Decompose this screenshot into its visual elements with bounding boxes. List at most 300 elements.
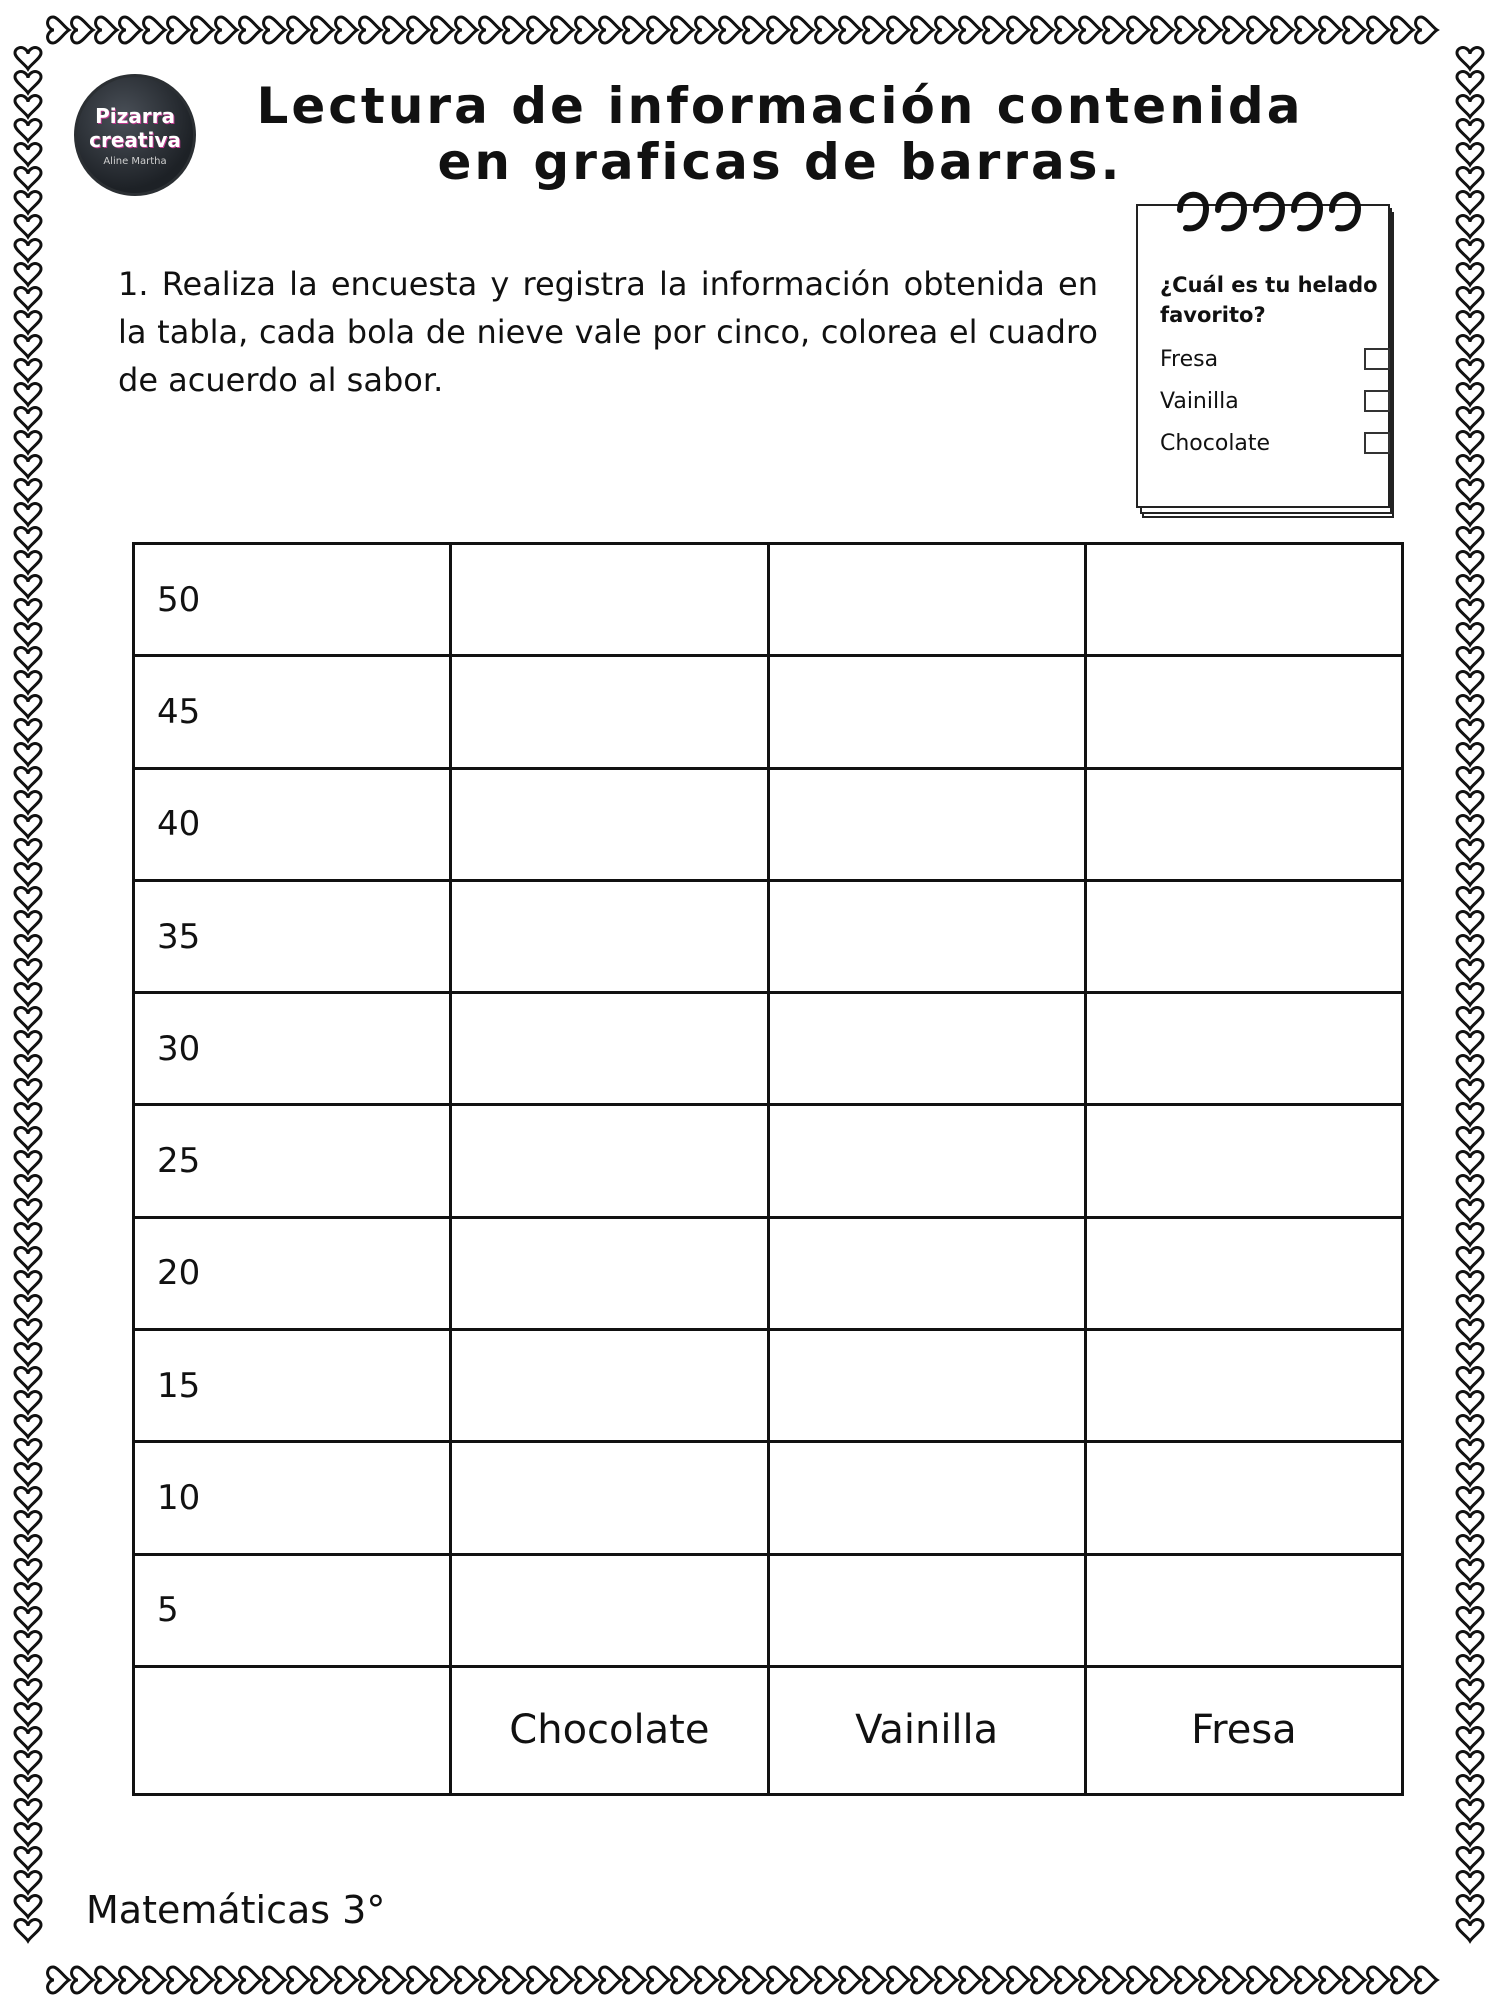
heart-icon xyxy=(1457,96,1483,117)
heart-icon xyxy=(1457,1104,1483,1125)
graph-cell[interactable] xyxy=(1085,1330,1402,1442)
heart-icon xyxy=(1320,1967,1341,1993)
heart-icon xyxy=(1457,912,1483,933)
heart-icon xyxy=(15,240,41,261)
heart-icon xyxy=(240,1967,261,1993)
heart-icon xyxy=(864,1967,885,1993)
table-row xyxy=(134,1442,1403,1554)
heart-icon xyxy=(15,408,41,429)
heart-icon xyxy=(15,432,41,453)
heart-icon xyxy=(840,17,861,43)
graph-cell[interactable] xyxy=(1085,1554,1402,1666)
heart-icon xyxy=(312,17,333,43)
heart-icon xyxy=(984,1967,1005,1993)
heart-icon xyxy=(1457,312,1483,333)
heart-icon xyxy=(1457,1392,1483,1413)
heart-icon xyxy=(888,1967,909,1993)
graph-cell[interactable] xyxy=(451,1554,768,1666)
heart-icon xyxy=(15,1296,41,1317)
heart-icon xyxy=(552,1967,573,1993)
y-value-label: 25 xyxy=(134,1105,451,1217)
heart-icon xyxy=(15,288,41,309)
graph-cell[interactable] xyxy=(768,656,1085,768)
heart-icon xyxy=(1457,336,1483,357)
survey-option-label: Fresa xyxy=(1160,346,1219,372)
heart-icon xyxy=(624,17,645,43)
heart-icon xyxy=(1457,1080,1483,1101)
heart-icon xyxy=(1457,48,1483,69)
heart-icon xyxy=(1457,1368,1483,1389)
heart-icon xyxy=(1457,432,1483,453)
heart-icon xyxy=(15,984,41,1005)
graph-cell[interactable] xyxy=(451,544,768,656)
heart-icon xyxy=(1176,1967,1197,1993)
y-value-label: 35 xyxy=(134,880,451,992)
heart-icon xyxy=(1032,1967,1053,1993)
checkbox-vainilla[interactable] xyxy=(1364,390,1390,412)
y-value-label: 20 xyxy=(134,1217,451,1329)
graph-cell[interactable] xyxy=(451,768,768,880)
heart-icon xyxy=(768,1967,789,1993)
heart-icon xyxy=(15,1104,41,1125)
heart-icon xyxy=(15,1512,41,1533)
heart-icon xyxy=(1457,1560,1483,1581)
heart-icon xyxy=(15,528,41,549)
heart-icon xyxy=(15,1008,41,1029)
graph-cell[interactable] xyxy=(768,993,1085,1105)
title-line2: en graficas de barras. xyxy=(437,133,1123,191)
heart-icon xyxy=(15,1416,41,1437)
page-title xyxy=(220,78,1340,190)
heart-icon xyxy=(216,1967,237,1993)
y-value-label: 45 xyxy=(134,656,451,768)
heart-icon xyxy=(1128,1967,1149,1993)
heart-icon xyxy=(1416,17,1437,43)
heart-icon xyxy=(1457,360,1483,381)
heart-icon xyxy=(1457,1536,1483,1557)
table-row xyxy=(134,544,1403,656)
heart-icon xyxy=(1104,17,1125,43)
pizarra-creativa-logo xyxy=(74,74,196,196)
heart-icon xyxy=(168,17,189,43)
heart-icon xyxy=(72,17,93,43)
heart-icon xyxy=(15,1752,41,1773)
heart-icon xyxy=(624,1967,645,1993)
heart-icon xyxy=(96,1967,117,1993)
heart-icon xyxy=(15,672,41,693)
heart-icon xyxy=(1344,1967,1365,1993)
heart-icon xyxy=(1457,1248,1483,1269)
heart-icon xyxy=(15,1392,41,1413)
heart-icon xyxy=(912,1967,933,1993)
heart-icon xyxy=(528,1967,549,1993)
y-value-label: 10 xyxy=(134,1442,451,1554)
heart-icon xyxy=(768,17,789,43)
heart-icon xyxy=(1457,864,1483,885)
graph-cell[interactable] xyxy=(768,1330,1085,1442)
heart-icon xyxy=(504,1967,525,1993)
survey-option-label: Vainilla xyxy=(1160,388,1239,414)
instructions-text: 1. Realiza la encuesta y registra la información obtenida en la tabla, cada bola de nieve vale por cinco, colorea el cuadro de acuerdo al sabor. xyxy=(118,265,1098,399)
heart-icon xyxy=(1457,192,1483,213)
heart-icon xyxy=(15,1728,41,1749)
heart-icon xyxy=(15,456,41,477)
heart-icon xyxy=(792,1967,813,1993)
heart-icon xyxy=(15,1440,41,1461)
survey-notepad xyxy=(1136,178,1406,518)
y-value-label: 50 xyxy=(134,544,451,656)
heart-icon xyxy=(1457,1584,1483,1605)
graph-cell[interactable] xyxy=(768,544,1085,656)
graph-cell[interactable] xyxy=(768,880,1085,992)
heart-icon xyxy=(720,17,741,43)
heart-icon xyxy=(15,72,41,93)
heart-icon xyxy=(1056,17,1077,43)
heart-icon xyxy=(576,1967,597,1993)
heart-icon xyxy=(1457,744,1483,765)
heart-icon xyxy=(264,1967,285,1993)
graph-cell[interactable] xyxy=(768,768,1085,880)
heart-icon xyxy=(672,17,693,43)
heart-icon xyxy=(576,17,597,43)
heart-icon xyxy=(15,216,41,237)
heart-icon xyxy=(984,17,1005,43)
survey-option-label: Chocolate xyxy=(1160,430,1271,456)
heart-icon xyxy=(1457,120,1483,141)
heart-icon xyxy=(864,17,885,43)
survey-content xyxy=(1160,270,1390,464)
category-label: Vainilla xyxy=(768,1666,1085,1794)
table-row xyxy=(134,993,1403,1105)
heart-icon xyxy=(1457,264,1483,285)
heart-icon xyxy=(15,1488,41,1509)
heart-icon xyxy=(1457,624,1483,645)
heart-icon xyxy=(432,1967,453,1993)
heart-icon xyxy=(1080,17,1101,43)
heart-icon xyxy=(480,17,501,43)
heart-icon xyxy=(1457,552,1483,573)
heart-icon xyxy=(336,1967,357,1993)
heart-icon xyxy=(1457,456,1483,477)
graph-cell[interactable] xyxy=(768,1217,1085,1329)
heart-icon xyxy=(15,1032,41,1053)
heart-icon xyxy=(1457,672,1483,693)
heart-icon xyxy=(1457,1752,1483,1773)
heart-icon xyxy=(1200,1967,1221,1993)
heart-icon xyxy=(1457,888,1483,909)
heart-icon xyxy=(432,17,453,43)
heart-icon xyxy=(408,1967,429,1993)
heart-icon xyxy=(1457,768,1483,789)
y-value-label: 40 xyxy=(134,768,451,880)
heart-icon xyxy=(15,1080,41,1101)
heart-icon xyxy=(48,1967,69,1993)
heart-icon xyxy=(288,17,309,43)
table-row xyxy=(134,1554,1403,1666)
heart-icon xyxy=(720,1967,741,1993)
heart-icon xyxy=(1296,1967,1317,1993)
heart-icon xyxy=(1032,17,1053,43)
heart-icon xyxy=(15,504,41,525)
heart-icon xyxy=(528,17,549,43)
heart-icon xyxy=(15,696,41,717)
heart-icon xyxy=(1457,1872,1483,1893)
heart-icon xyxy=(1368,1967,1389,1993)
table-row xyxy=(134,1105,1403,1217)
heart-icon xyxy=(456,17,477,43)
heart-icon xyxy=(15,1824,41,1845)
heart-icon xyxy=(15,480,41,501)
heart-icon xyxy=(1457,1320,1483,1341)
heart-icon xyxy=(15,1368,41,1389)
heart-icon xyxy=(504,17,525,43)
heart-icon xyxy=(384,1967,405,1993)
heart-icon xyxy=(1457,1176,1483,1197)
heart-icon xyxy=(1008,1967,1029,1993)
heart-icon xyxy=(1457,936,1483,957)
graph-cell[interactable] xyxy=(1085,768,1402,880)
heart-icon xyxy=(960,1967,981,1993)
heart-icon xyxy=(1457,1608,1483,1629)
heart-icon xyxy=(15,720,41,741)
heart-icon xyxy=(1176,17,1197,43)
heart-icon xyxy=(1457,1632,1483,1653)
heart-icon xyxy=(15,600,41,621)
heart-icon xyxy=(96,17,117,43)
graph-cell[interactable] xyxy=(1085,1442,1402,1554)
title-line1: Lectura de información contenida xyxy=(256,77,1304,135)
logo-line2: creativa xyxy=(89,127,181,152)
checkbox-chocolate[interactable] xyxy=(1364,432,1390,454)
heart-icon xyxy=(15,864,41,885)
survey-option-fresa xyxy=(1160,338,1390,380)
heart-icon xyxy=(648,1967,669,1993)
heart-icon xyxy=(648,17,669,43)
heart-icon xyxy=(15,1152,41,1173)
spiral-rings-icon xyxy=(1172,178,1372,238)
heart-icon xyxy=(15,312,41,333)
graph-cell[interactable] xyxy=(1085,1217,1402,1329)
heart-icon xyxy=(15,960,41,981)
category-label: Chocolate xyxy=(451,1666,768,1794)
heart-icon xyxy=(192,17,213,43)
heart-icon xyxy=(1128,17,1149,43)
heart-icon xyxy=(1457,288,1483,309)
heart-icon xyxy=(192,1967,213,1993)
heart-icon xyxy=(360,1967,381,1993)
heart-icon xyxy=(696,17,717,43)
heart-icon xyxy=(1224,1967,1245,1993)
heart-icon xyxy=(1457,1200,1483,1221)
heart-icon xyxy=(15,144,41,165)
bar-graph-table xyxy=(132,542,1404,1796)
y-value-label: 15 xyxy=(134,1330,451,1442)
heart-icon xyxy=(15,1704,41,1725)
heart-icon xyxy=(15,768,41,789)
heart-icon xyxy=(1457,168,1483,189)
heart-icon xyxy=(15,168,41,189)
heart-icon xyxy=(1457,72,1483,93)
heart-icon xyxy=(216,17,237,43)
heart-icon xyxy=(15,1776,41,1797)
heart-icon xyxy=(240,17,261,43)
heart-icon xyxy=(1416,1967,1437,1993)
graph-cell[interactable] xyxy=(451,1105,768,1217)
heart-icon xyxy=(1457,600,1483,621)
heart-icon xyxy=(1152,17,1173,43)
heart-icon xyxy=(600,17,621,43)
table-row xyxy=(134,1330,1403,1442)
graph-cell[interactable] xyxy=(1085,880,1402,992)
heart-icon xyxy=(456,1967,477,1993)
heart-icon xyxy=(1457,1824,1483,1845)
table-row xyxy=(134,656,1403,768)
heart-icon xyxy=(15,816,41,837)
table-row xyxy=(134,1217,1403,1329)
heart-icon xyxy=(264,17,285,43)
heart-icon xyxy=(1457,1704,1483,1725)
table-row xyxy=(134,880,1403,992)
heart-icon xyxy=(15,120,41,141)
heart-icon xyxy=(1457,1128,1483,1149)
heart-icon xyxy=(360,17,381,43)
heart-icon xyxy=(1457,1896,1483,1917)
graph-cell[interactable] xyxy=(1085,544,1402,656)
heart-icon xyxy=(840,1967,861,1993)
heart-icon xyxy=(15,1656,41,1677)
heart-icon xyxy=(15,1584,41,1605)
heart-icon xyxy=(1272,17,1293,43)
graph-cell[interactable] xyxy=(768,1442,1085,1554)
heart-icon xyxy=(1457,648,1483,669)
heart-icon xyxy=(1457,1464,1483,1485)
graph-cell[interactable] xyxy=(451,1217,768,1329)
heart-icon xyxy=(1457,960,1483,981)
heart-icon xyxy=(1457,1152,1483,1173)
heart-icon xyxy=(15,936,41,957)
survey-question: ¿Cuál es tu helado favorito? xyxy=(1160,273,1378,327)
graph-cell[interactable] xyxy=(451,880,768,992)
heart-icon xyxy=(1457,1776,1483,1797)
heart-icon xyxy=(15,1344,41,1365)
graph-cell[interactable] xyxy=(451,1442,768,1554)
heart-icon xyxy=(144,17,165,43)
heart-icon xyxy=(912,17,933,43)
heart-icon xyxy=(15,264,41,285)
heart-icon xyxy=(15,360,41,381)
heart-icon xyxy=(1224,17,1245,43)
heart-icon xyxy=(15,912,41,933)
heart-icon xyxy=(480,1967,501,1993)
heart-icon xyxy=(672,1967,693,1993)
heart-icon xyxy=(15,1200,41,1221)
heart-icon xyxy=(15,1896,41,1917)
heart-icon xyxy=(1457,840,1483,861)
heart-icon xyxy=(15,1848,41,1869)
heart-icon xyxy=(1457,384,1483,405)
heart-icon xyxy=(1457,1512,1483,1533)
heart-icon xyxy=(15,1872,41,1893)
heart-icon xyxy=(1457,1656,1483,1677)
heart-icon xyxy=(1457,1272,1483,1293)
graph-cell[interactable] xyxy=(1085,993,1402,1105)
heart-icon xyxy=(15,192,41,213)
category-row xyxy=(134,1666,1403,1794)
heart-icon xyxy=(1457,1056,1483,1077)
graph-cell[interactable] xyxy=(768,1105,1085,1217)
heart-icon xyxy=(144,1967,165,1993)
survey-option-chocolate xyxy=(1160,422,1390,464)
heart-icon xyxy=(15,1560,41,1581)
checkbox-fresa[interactable] xyxy=(1364,348,1390,370)
heart-icon xyxy=(1457,1488,1483,1509)
heart-icon xyxy=(1457,576,1483,597)
graph-cell[interactable] xyxy=(451,1330,768,1442)
heart-icon xyxy=(15,1920,41,1941)
heart-icon xyxy=(1152,1967,1173,1993)
heart-icon xyxy=(1457,1800,1483,1821)
heart-icon xyxy=(15,1320,41,1341)
heart-icon xyxy=(744,17,765,43)
heart-icon xyxy=(168,1967,189,1993)
heart-icon xyxy=(1457,1032,1483,1053)
heart-icon xyxy=(1272,1967,1293,1993)
graph-cell[interactable] xyxy=(1085,656,1402,768)
heart-icon xyxy=(1457,1680,1483,1701)
heart-icon xyxy=(1392,1967,1413,1993)
table-row xyxy=(134,768,1403,880)
y-value-label: 30 xyxy=(134,993,451,1105)
heart-icon xyxy=(1320,17,1341,43)
heart-icon xyxy=(1457,816,1483,837)
heart-icon xyxy=(15,840,41,861)
heart-icon xyxy=(816,17,837,43)
heart-icon xyxy=(288,1967,309,1993)
heart-icon xyxy=(1457,792,1483,813)
heart-icon xyxy=(15,1128,41,1149)
heart-icon xyxy=(15,1248,41,1269)
heart-icon xyxy=(15,1272,41,1293)
heart-icon xyxy=(1457,984,1483,1005)
heart-icon xyxy=(15,888,41,909)
heart-icon xyxy=(600,1967,621,1993)
heart-icon xyxy=(1080,1967,1101,1993)
heart-icon xyxy=(15,1176,41,1197)
heart-icon xyxy=(816,1967,837,1993)
heart-icon xyxy=(888,17,909,43)
heart-icon xyxy=(744,1967,765,1993)
graph-cell[interactable] xyxy=(451,656,768,768)
heart-icon xyxy=(15,1632,41,1653)
heart-icon xyxy=(15,1800,41,1821)
heart-icon xyxy=(15,1680,41,1701)
heart-icon xyxy=(1296,17,1317,43)
heart-icon xyxy=(48,17,69,43)
heart-icon xyxy=(1248,17,1269,43)
graph-cell[interactable] xyxy=(1085,1105,1402,1217)
heart-icon xyxy=(15,1464,41,1485)
heart-icon xyxy=(792,17,813,43)
graph-cell[interactable] xyxy=(768,1554,1085,1666)
graph-cell[interactable] xyxy=(451,993,768,1105)
heart-icon xyxy=(15,96,41,117)
heart-icon xyxy=(15,624,41,645)
heart-icon xyxy=(936,17,957,43)
survey-option-vainilla xyxy=(1160,380,1390,422)
heart-icon xyxy=(15,336,41,357)
heart-icon xyxy=(1368,17,1389,43)
heart-icon xyxy=(15,1056,41,1077)
